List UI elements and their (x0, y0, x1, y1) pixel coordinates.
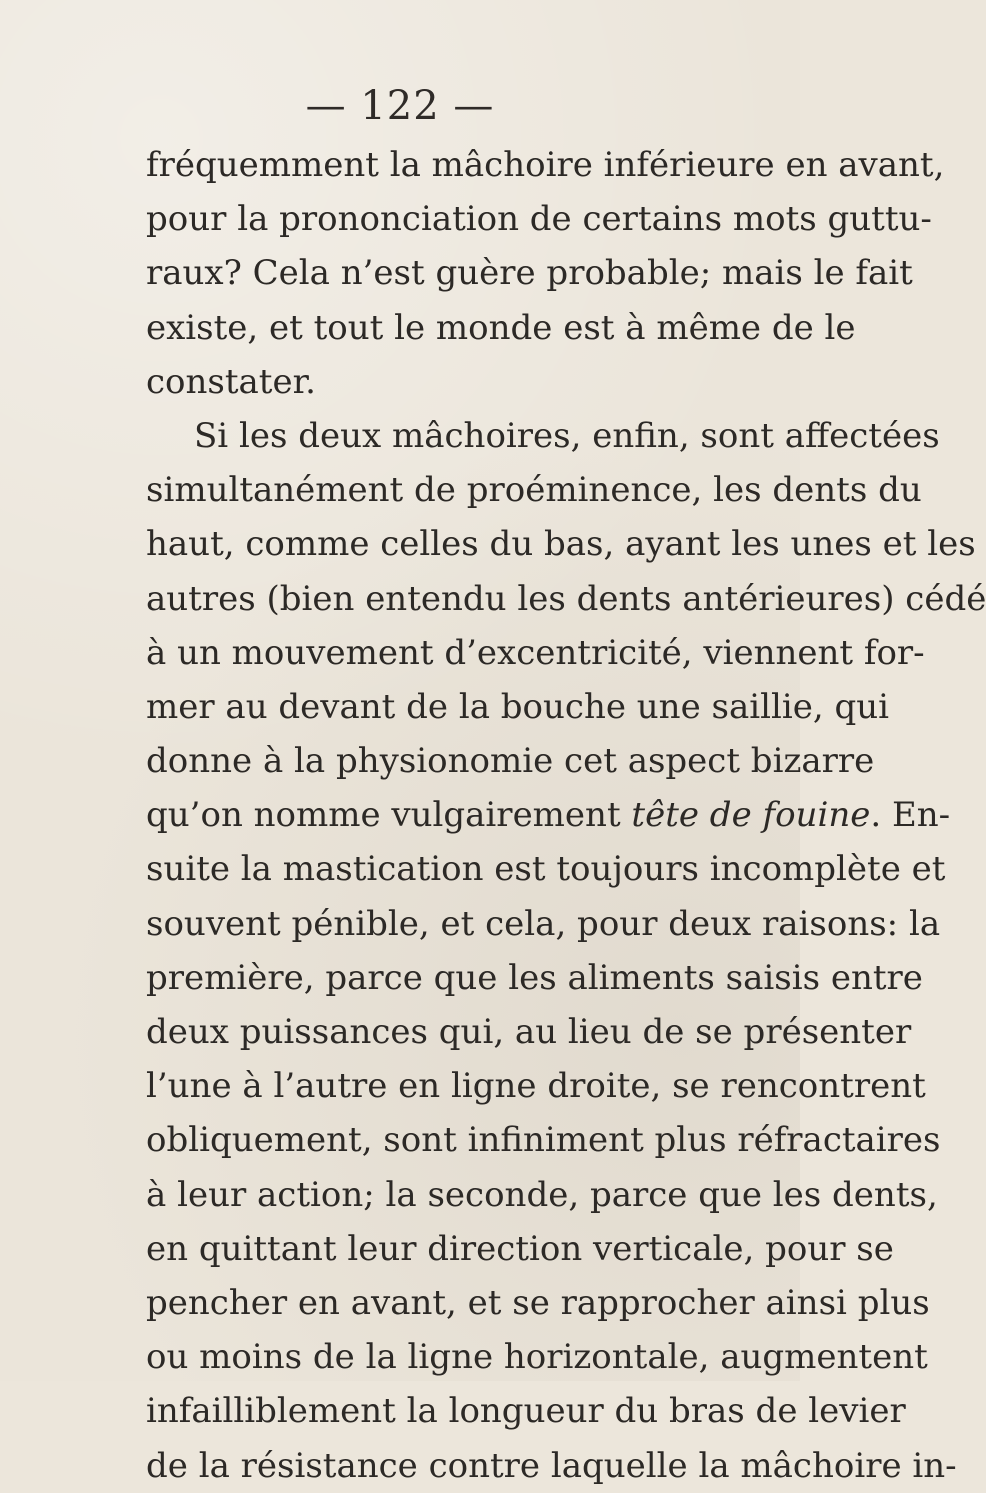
text-line: à un mouvement d’excentricité, viennent for- (146, 632, 925, 673)
body-text (146, 138, 986, 1493)
text-line: donne à la physionomie cet aspect bizarre (146, 741, 875, 782)
text-line: pour la prononciation de certains mots guttu- (146, 199, 932, 240)
text-line: première, parce que les aliments saisis entre (146, 957, 923, 998)
text-line: en quittant leur direction verticale, pour se (146, 1228, 894, 1269)
text-line: Si les deux mâchoires, enfin, sont affectées (194, 415, 940, 456)
text-line-with-italic (146, 788, 951, 842)
text-line: l’une à l’autre en ligne droite, se rencontrent (146, 1066, 926, 1107)
text-segment: . En- (870, 795, 951, 836)
text-line: mer au devant de la bouche une saillie, qui (146, 686, 889, 727)
text-line: fréquemment la mâchoire inférieure en avant, (146, 145, 945, 185)
text-line: constater. (146, 361, 316, 402)
text-line: suite la mastication est toujours incomplète et (146, 849, 946, 890)
text-line: souvent pénible, et cela, pour deux raisons: la (146, 903, 941, 944)
text-line: infailliblement la longueur du bras de levier (146, 1391, 906, 1432)
text-line: raux? Cela n’est guère probable; mais le fait (146, 253, 913, 294)
text-segment: qu’on nomme vulgairement (146, 795, 632, 836)
text-line: existe, et tout le monde est à même de le (146, 307, 856, 348)
text-line: pencher en avant, et se rapprocher ainsi plus (146, 1282, 930, 1323)
page-number: — 122 — (305, 83, 495, 129)
text-line: ou moins de la ligne horizontale, augmentent (146, 1337, 928, 1378)
text-line: deux puissances qui, au lieu de se présenter (146, 1012, 912, 1052)
text-line: haut, comme celles du bas, ayant les unes et les (146, 524, 976, 565)
text-line: obliquement, sont infiniment plus réfractaires (146, 1120, 941, 1161)
text-line: simultanément de proéminence, les dents du (146, 470, 922, 511)
text-line: de la résistance contre laquelle la mâchoire in- (146, 1445, 957, 1486)
text-line: à leur action; la seconde, parce que les dents, (146, 1174, 938, 1215)
italic-term: tête de fouine (631, 795, 871, 836)
text-line: autres (bien entendu les dents antérieures) cédé (146, 578, 986, 619)
